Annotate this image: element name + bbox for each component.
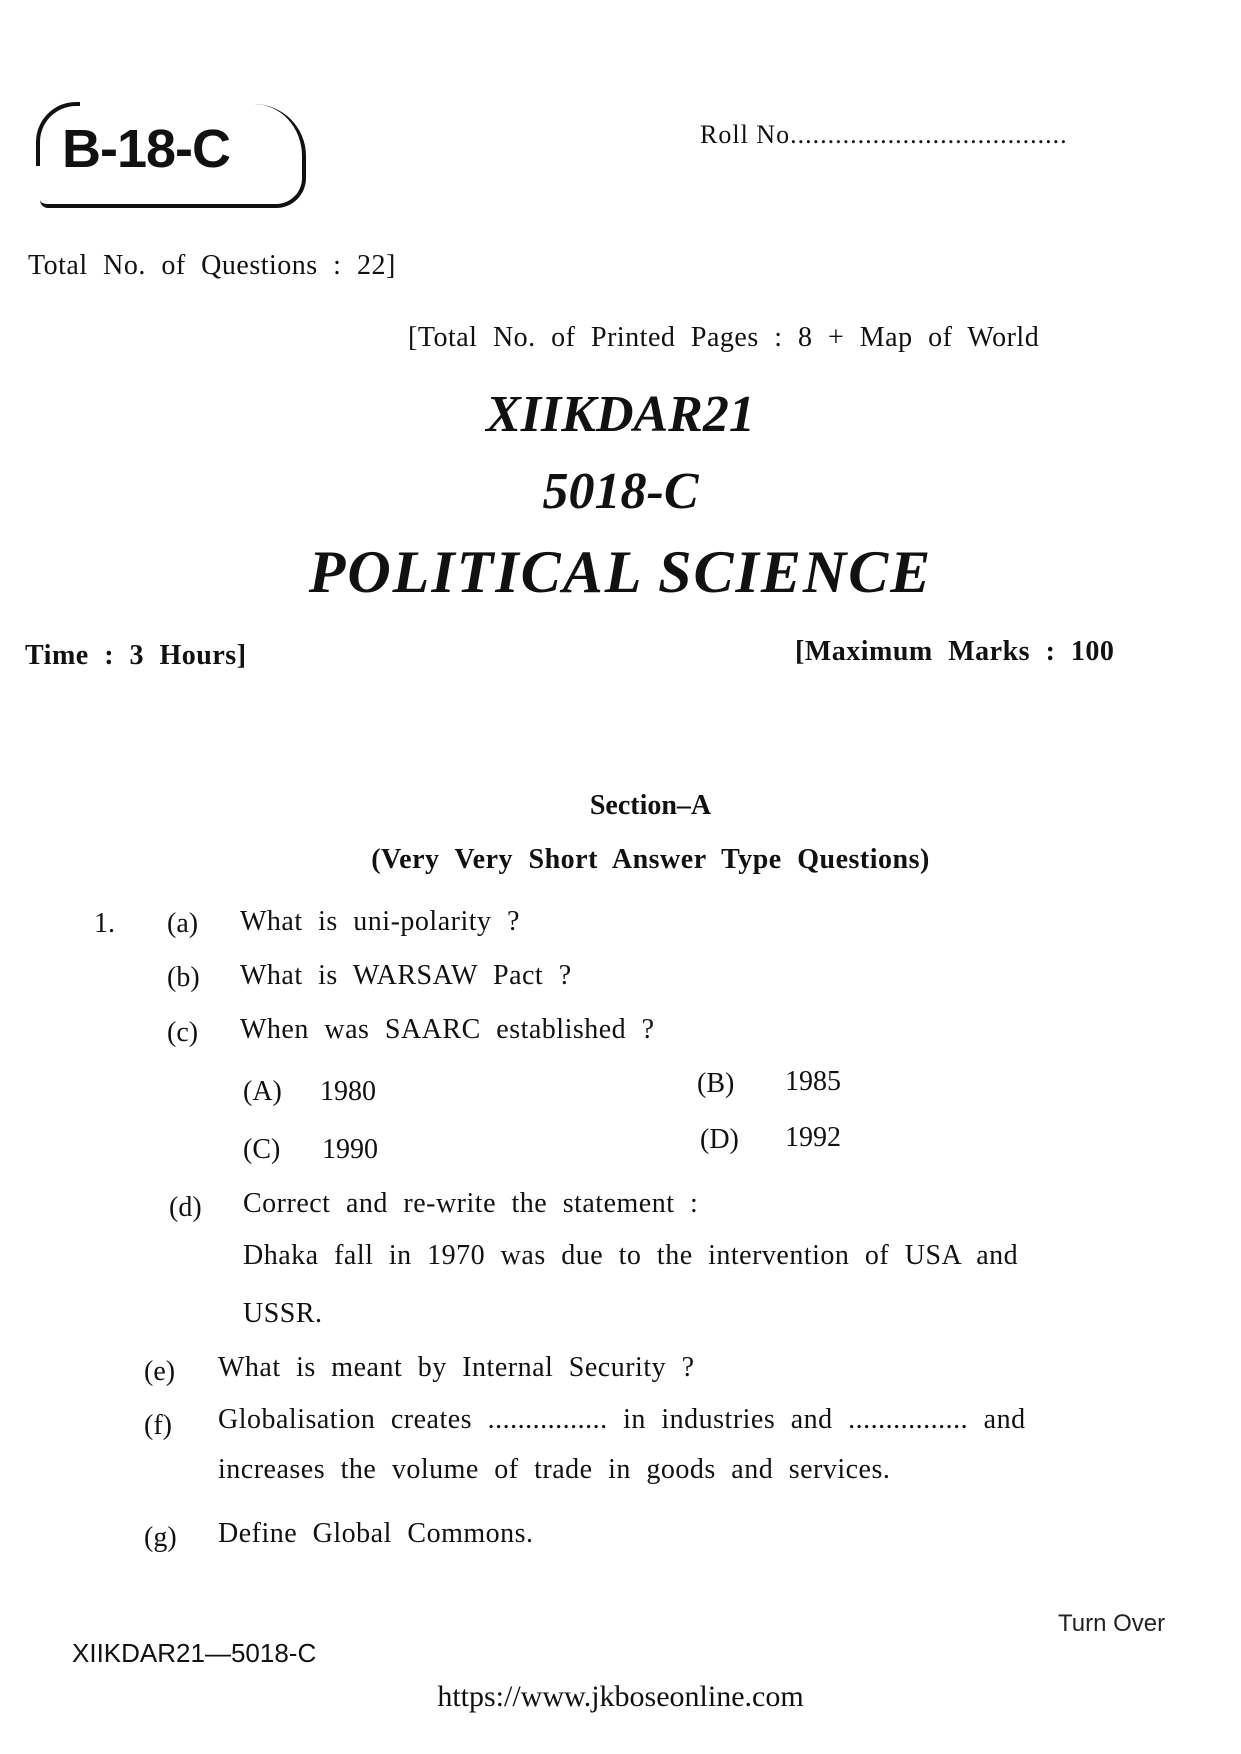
part-text-line: USSR. [243, 1298, 323, 1329]
option-value: 1992 [785, 1122, 841, 1153]
total-questions: Total No. of Questions : 22] [28, 250, 396, 281]
part-label: (g) [144, 1522, 177, 1553]
option-label: (C) [243, 1134, 281, 1165]
part-text: When was SAARC established ? [240, 1014, 655, 1045]
section-subtitle: (Very Very Short Answer Type Questions) [371, 844, 930, 875]
part-text: Globalisation creates ................ in industries and ................ and [218, 1404, 1026, 1435]
option-label: (A) [243, 1076, 282, 1107]
section-title: Section–A [589, 790, 712, 821]
source-url[interactable]: https://www.jkboseonline.com [437, 1680, 804, 1713]
option-label: (D) [700, 1124, 739, 1155]
roll-number-field: Roll No..................................... [700, 120, 1068, 149]
part-label: (c) [167, 1017, 199, 1048]
paper-number: 5018-C [542, 463, 699, 520]
option-label: (B) [697, 1068, 735, 1099]
part-label: (d) [169, 1192, 202, 1223]
part-text-line: Dhaka fall in 1970 was due to the intervention of USA and [243, 1240, 1019, 1271]
part-label: (f) [144, 1410, 172, 1441]
part-label: (a) [167, 908, 199, 939]
option-value: 1990 [322, 1134, 378, 1165]
exam-code: XIIKDAR21 [486, 386, 755, 443]
part-text: What is meant by Internal Security ? [218, 1352, 695, 1383]
part-text: Correct and re-write the statement : [243, 1188, 699, 1219]
question-number: 1. [94, 908, 115, 939]
part-text: What is WARSAW Pact ? [240, 960, 572, 991]
option-value: 1985 [785, 1066, 841, 1097]
part-text: What is uni-polarity ? [240, 906, 520, 937]
printed-pages: [Total No. of Printed Pages : 8 + Map of World [408, 322, 1040, 353]
part-label: (b) [167, 962, 200, 993]
turn-over-note: Turn Over [1058, 1610, 1166, 1637]
part-text-line: increases the volume of trade in goods and services. [218, 1454, 891, 1485]
maximum-marks: [Maximum Marks : 100 [795, 636, 1115, 667]
footer-code: XIIKDAR21—5018-C [72, 1638, 317, 1668]
option-value: 1980 [320, 1076, 376, 1107]
subject-title: POLITICAL SCIENCE [308, 539, 933, 605]
paper-code: B-18-C [62, 119, 231, 179]
part-text: Define Global Commons. [218, 1518, 534, 1549]
exam-time: Time : 3 Hours] [25, 640, 247, 671]
part-label: (e) [144, 1356, 176, 1387]
